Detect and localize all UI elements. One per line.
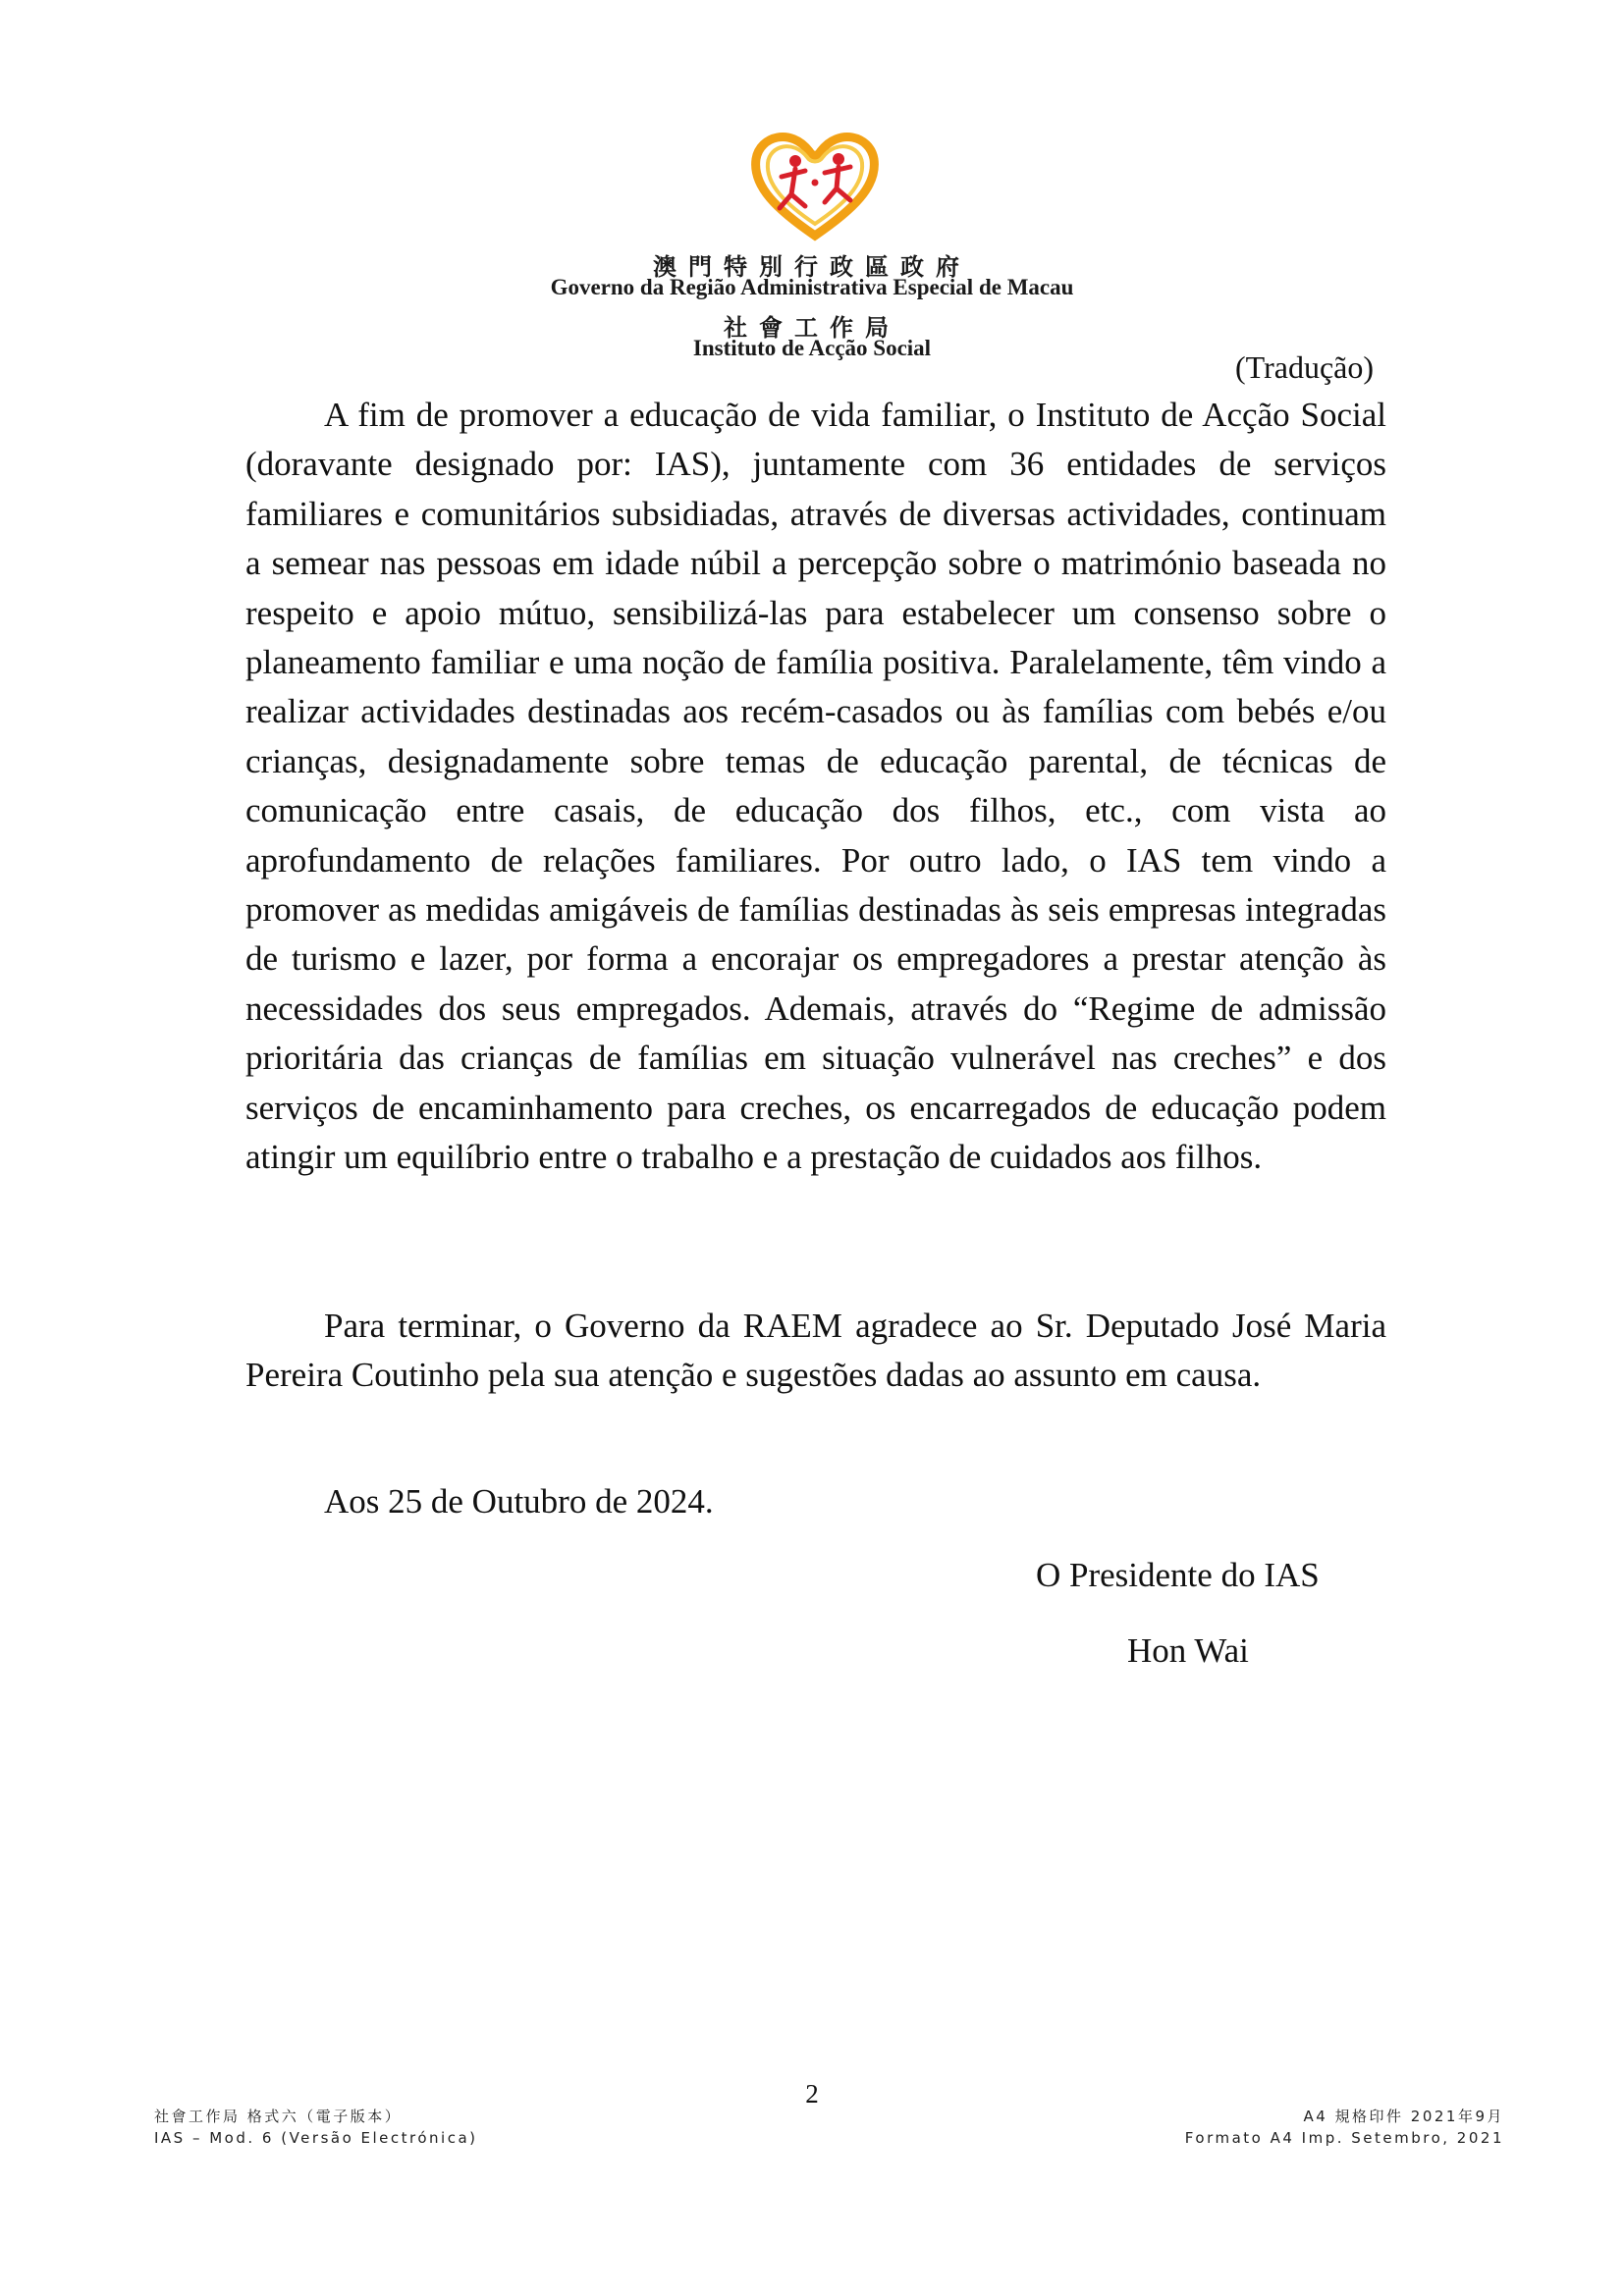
body-paragraph-2: Para terminar, o Governo da RAEM agradece ao Sr. Deputado José Maria Pereira Coutinho pela sua atenção e sugestões dadas ao assunto em causa. [245, 1307, 1386, 1395]
ias-heart-logo [748, 126, 882, 243]
body-paragraph-1: A fim de promover a educação de vida familiar, o Instituto de Acção Social (doravante designado por: IAS), juntamente com 36 entidades de serviços familiares e comunitários subsidiadas, através de diversas actividades, continuam a semear nas pessoas em idade núbil a percepção sobre o matrimónio baseada no respeito e apoio mútuo, sensibilizá-las para estabelecer um consenso sobre o planeamento familiar e uma noção de família positiva. Paralelamente, têm vindo a realizar actividades destinadas aos recém-casados ou às famílias com bebés e/ou crianças, designadamente sobre temas de educação parental, de técnicas de comunicação entre casais, de educação dos filhos, etc., com vista ao aprofundamento de relações familiares. Por outro lado, o IAS tem vindo a promover as medidas amigáveis de famílias destinadas às seis empresas integradas de turismo e lazer, por forma a encorajar os empregadores a prestar atenção às necessidades dos seus empregados. Ademais, através do “Regime de admissão prioritária das crianças de famílias em situação vulnerável nas creches” e dos serviços de encaminhamento para creches, os encarregados de educação podem atingir um equilíbrio entre o trabalho e a prestação de cuidados aos filhos. [245, 396, 1386, 1177]
header-government-pt: Governo da Região Administrativa Especial de Macau [550, 275, 1074, 299]
footer-form-pt: IAS – Mod. 6 (Versão Electrónica) [154, 2129, 478, 2147]
page-number: 2 [805, 2079, 819, 2109]
header-government-zh: 澳門特別行政區政府 [653, 253, 971, 281]
footer-form-zh: 社會工作局 格式六（電子版本） [154, 2108, 403, 2125]
footer-format-pt: Formato A4 Imp. Setembro, 2021 [1184, 2129, 1504, 2147]
header-institute-zh: 社會工作局 [724, 314, 900, 342]
footer-format-zh: A4 規格印件 2021年9月 [1303, 2108, 1504, 2125]
document-date: Aos 25 de Outubro de 2024. [324, 1482, 714, 1521]
translation-note: (Tradução) [1235, 349, 1374, 385]
signatory-title: O Presidente do IAS [1036, 1556, 1320, 1594]
signatory-name: Hon Wai [1127, 1631, 1249, 1670]
header-institute-pt: Instituto de Acção Social [692, 336, 932, 360]
